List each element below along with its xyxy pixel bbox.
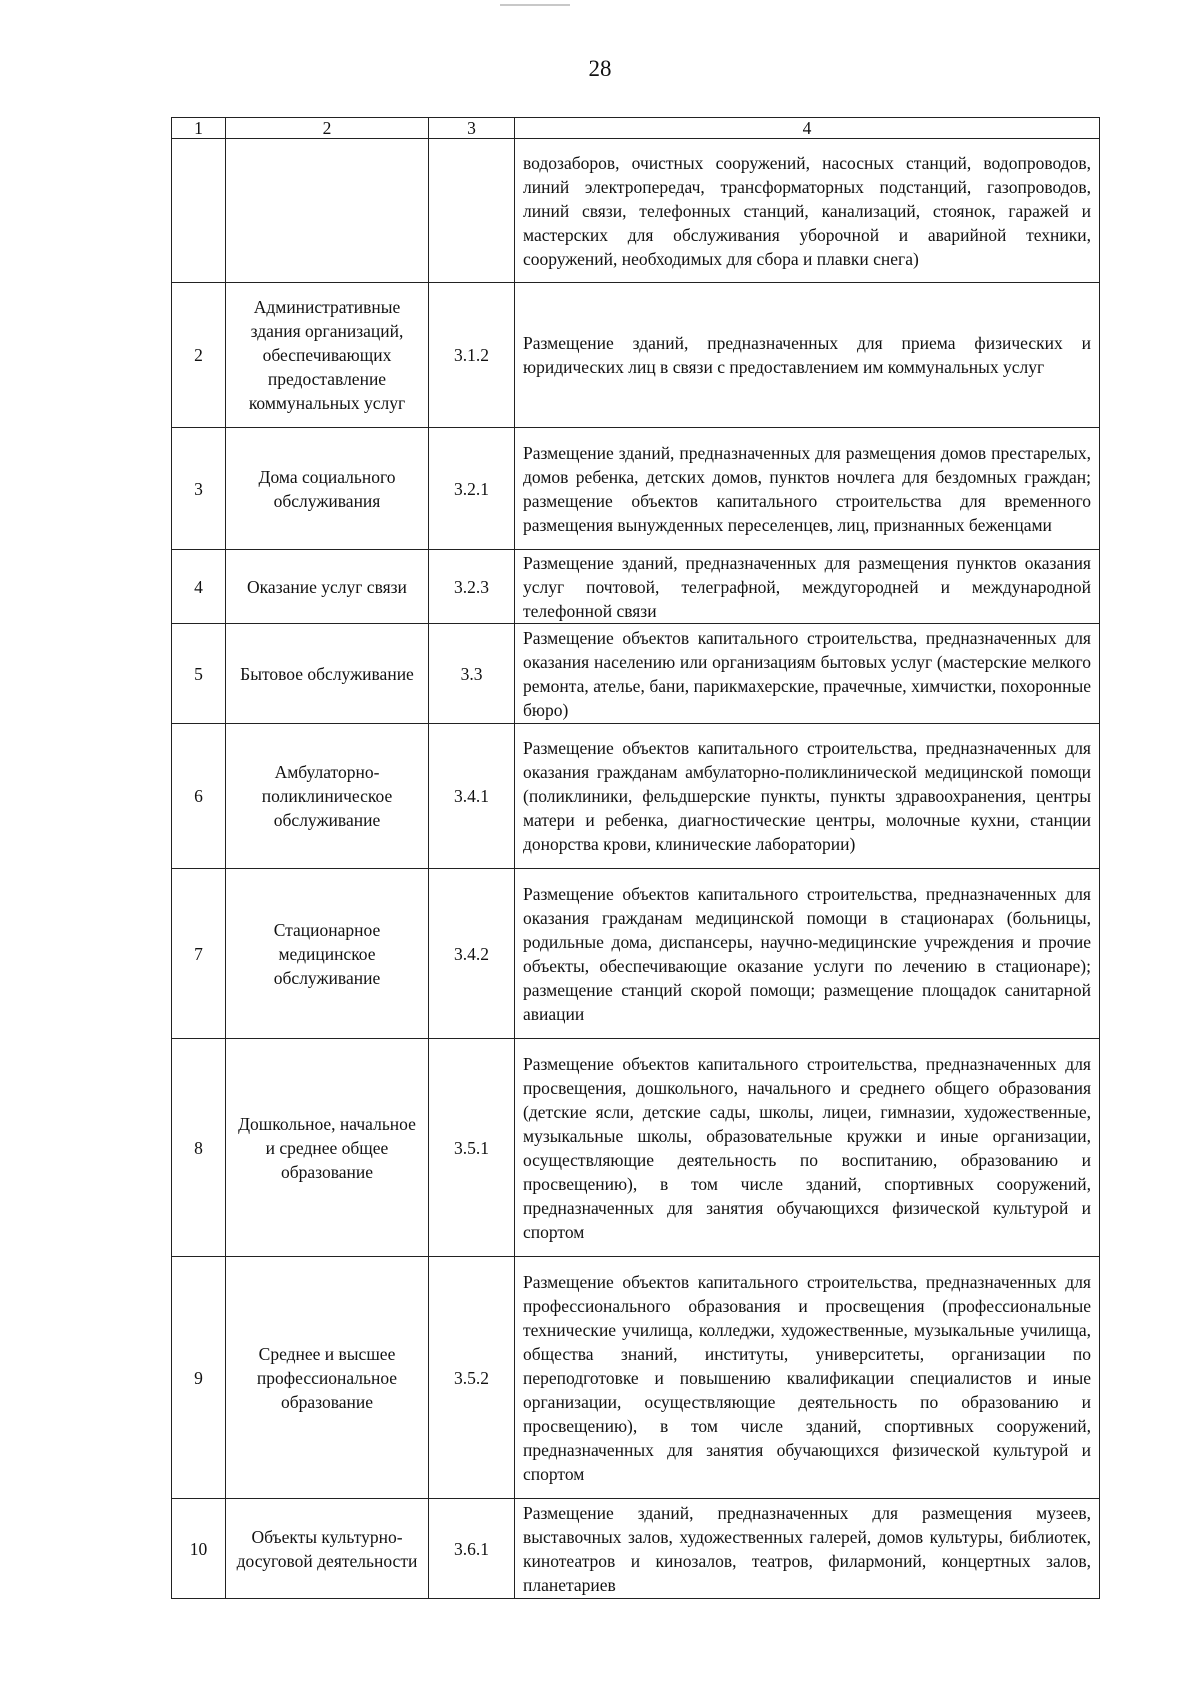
use-type-name: Дома социального обслуживания [226,428,429,550]
use-type-code: 3.5.2 [429,1257,515,1499]
scan-mark [500,4,570,6]
table-row [172,624,1100,724]
row-number: 9 [172,1257,226,1499]
use-type-name: Дошкольное, начальное и среднее общее образование [226,1039,429,1257]
use-type-code: 3.2.3 [429,550,515,624]
use-type-description: Размещение зданий, предназначенных для размещения музеев, выставочных залов, художественных галерей, домов культуры, библиотек, кинотеатров и кинозалов, театров, филармоний, концертных залов, планетариев [515,1499,1100,1599]
table-row [172,283,1100,428]
use-type-name: Объекты культурно-досуговой деятельности [226,1499,429,1599]
use-type-name: Среднее и высшее профессиональное образование [226,1257,429,1499]
table-row [172,428,1100,550]
use-type-code: 3.5.1 [429,1039,515,1257]
table-row [172,1039,1100,1257]
page-number: 28 [588,56,612,81]
use-type-description: водозаборов, очистных сооружений, насосных станций, водопроводов, линий электропередач, трансформаторных подстанций, газопроводов, линий связи, телефонных станций, канализаций, стоянок, гаражей и мастерских для обслуживания уборочной и аварийной техники, сооружений, необходимых для сбора и плавки снега) [515,139,1100,283]
table-header-row [172,118,1100,139]
use-type-code: 3.2.1 [429,428,515,550]
table-row [172,550,1100,624]
row-number: 4 [172,550,226,624]
row-number: 5 [172,624,226,724]
table-row [172,869,1100,1039]
use-type-code: 3.6.1 [429,1499,515,1599]
row-number: 7 [172,869,226,1039]
use-type-description: Размещение объектов капитального строительства, предназначенных для оказания населению или организациям бытовых услуг (мастерские мелкого ремонта, ателье, бани, парикмахерские, прачечные, химчистки, похоронные бюро) [515,624,1100,724]
land-use-table [171,117,1100,1599]
header-col-1: 1 [172,118,226,139]
use-type-description: Размещение объектов капитального строительства, предназначенных для просвещения, дошкольного, начального и среднего общего образования (детские ясли, детские сады, школы, лицеи, гимназии, художественные, музыкальные школы, образовательные кружки и иные организации, осуществляющие деятельность по воспитанию, образованию и просвещению), в том числе зданий, спортивных сооружений, предназначенных для занятия обучающихся физической культурой и спортом [515,1039,1100,1257]
use-type-description: Размещение зданий, предназначенных для размещения пунктов оказания услуг почтовой, телеграфной, междугородней и международной телефонной связи [515,550,1100,624]
use-type-description: Размещение объектов капитального строительства, предназначенных для профессионального образования и просвещения (профессиональные технические училища, колледжи, художественные, музыкальные училища, общества знаний, институты, университеты, организации по переподготовке и повышению квалификации специалистов и иные организации, осуществляющие деятельность по образованию и просвещению), в том числе зданий, спортивных сооружений, предназначенных для занятия обучающихся физической культурой и спортом [515,1257,1100,1499]
use-type-description: Размещение объектов капитального строительства, предназначенных для оказания гражданам медицинской помощи в стационарах (больницы, родильные дома, диспансеры, научно-медицинские учреждения и прочие объекты, обеспечивающие оказание услуги по лечению в стационаре); размещение станций скорой помощи; размещение площадок санитарной авиации [515,869,1100,1039]
use-type-code: 3.4.1 [429,724,515,869]
use-type-description: Размещение зданий, предназначенных для размещения домов престарелых, домов ребенка, детских домов, пунктов ночлега для бездомных граждан; размещение объектов капитального строительства для временного размещения вынужденных переселенцев, лиц, признанных беженцами [515,428,1100,550]
use-type-code: 3.1.2 [429,283,515,428]
use-type-code: 3.3 [429,624,515,724]
table-row [172,139,1100,283]
use-type-description: Размещение зданий, предназначенных для приема физических и юридических лиц в связи с предоставлением им коммунальных услуг [515,283,1100,428]
use-type-code [429,139,515,283]
table-row [172,1257,1100,1499]
row-number: 10 [172,1499,226,1599]
table-row [172,724,1100,869]
header-col-2: 2 [226,118,429,139]
use-type-name: Бытовое обслуживание [226,624,429,724]
use-type-name: Административные здания организаций, обеспечивающих предоставление коммунальных услуг [226,283,429,428]
use-type-name: Стационарное медицинское обслуживание [226,869,429,1039]
use-type-description: Размещение объектов капитального строительства, предназначенных для оказания гражданам амбулаторно-поликлинической медицинской помощи (поликлиники, фельдшерские пункты, пункты здравоохранения, центры матери и ребенка, диагностические центры, молочные кухни, станции донорства крови, клинические лаборатории) [515,724,1100,869]
use-type-name [226,139,429,283]
row-number [172,139,226,283]
table-row [172,1499,1100,1599]
header-col-3: 3 [429,118,515,139]
row-number: 2 [172,283,226,428]
header-col-4: 4 [515,118,1100,139]
row-number: 3 [172,428,226,550]
use-type-name: Амбулаторно-поликлиническое обслуживание [226,724,429,869]
row-number: 6 [172,724,226,869]
use-type-name: Оказание услуг связи [226,550,429,624]
use-type-code: 3.4.2 [429,869,515,1039]
row-number: 8 [172,1039,226,1257]
